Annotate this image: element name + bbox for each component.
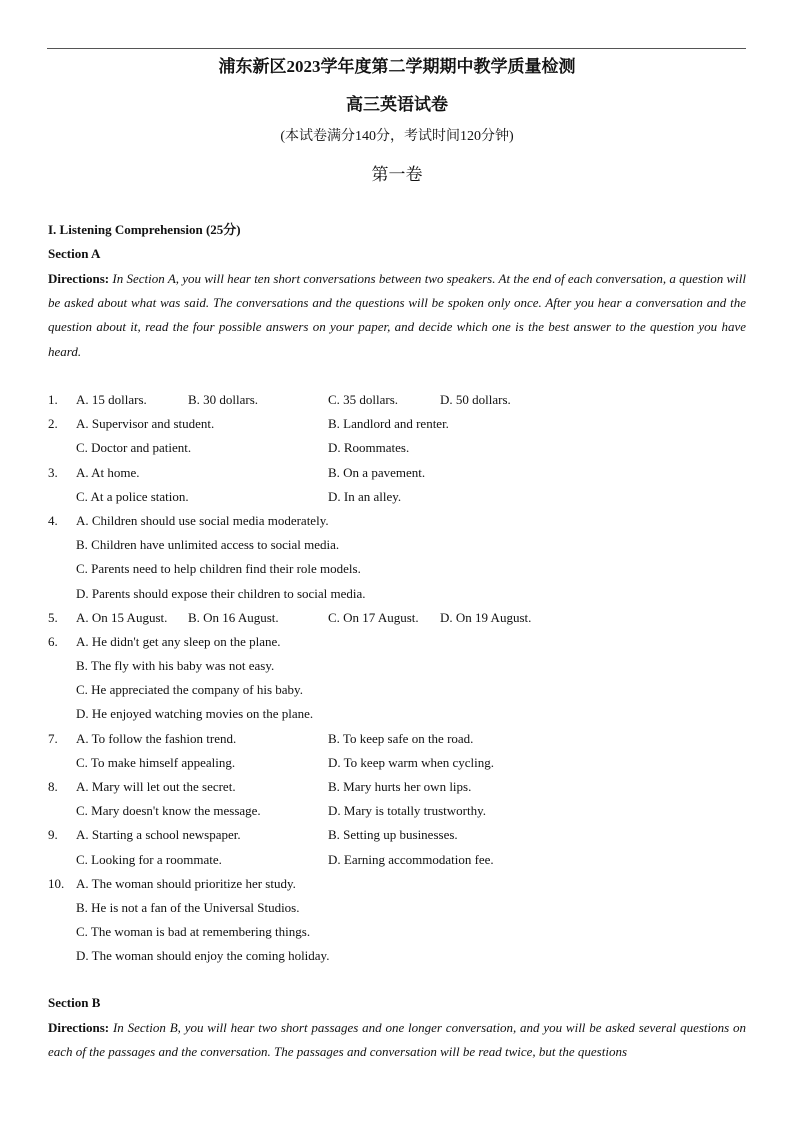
question-6-row4 (48, 702, 748, 726)
directions-text: In Section A, you will hear ten short conversations between two speakers. At the end of each conversation, a question will be asked about what was said. The conversations and the questions will be spoken only once. After you hear a conversation and the question about it, read the four possible answers on your paper, and decide which one is the best answer to the question you have heard. (48, 271, 746, 359)
question-6 (48, 630, 748, 654)
question-2 (48, 412, 748, 436)
option-c: C. To make himself appealing. (76, 754, 236, 770)
exam-title: 浦东新区2023学年度第二学期期中教学质量检测 (218, 57, 576, 76)
option-d: D. Mary is totally trustworthy. (328, 803, 487, 819)
question-8-row2 (48, 799, 748, 823)
option-a: A. He didn't get any sleep on the plane. (76, 633, 281, 649)
question-list (48, 388, 748, 969)
option-a: A. 15 dollars. (76, 392, 147, 407)
question-8 (48, 775, 748, 799)
option-a: A. Supervisor and student. (76, 416, 215, 432)
question-number: 8. (48, 779, 58, 794)
question-number: 5. (48, 609, 58, 625)
option-b: B. On a pavement. (328, 464, 426, 480)
question-4-row2 (48, 533, 748, 557)
question-number: 4. (48, 512, 58, 528)
question-10 (48, 872, 748, 896)
question-number: 10. (48, 875, 65, 891)
option-b: B. Landlord and renter. (328, 416, 449, 432)
directions-label: Directions: (48, 1020, 110, 1035)
exam-subtitle: 高三英语试卷 (346, 95, 448, 114)
option-b: B. The fly with his baby was not easy. (76, 658, 275, 674)
question-2-row2 (48, 436, 748, 460)
option-a: A. At home. (76, 464, 140, 480)
header-rule (47, 48, 746, 49)
question-number: 2. (48, 416, 58, 432)
question-number: 1. (48, 392, 58, 407)
option-a: A. Children should use social media moderately. (76, 512, 329, 528)
question-3 (48, 461, 748, 485)
section-b-directions (48, 1016, 746, 1064)
option-d: D. Earning accommodation fee. (328, 851, 494, 867)
question-10-row4 (48, 944, 748, 968)
option-a: A. To follow the fashion trend. (76, 730, 237, 746)
option-c: C. Mary doesn't know the message. (76, 803, 261, 819)
question-3-row2 (48, 485, 748, 509)
option-b: B. Setting up businesses. (328, 827, 458, 843)
option-c: C. The woman is bad at remembering things. (76, 924, 311, 940)
option-b: B. 30 dollars. (188, 392, 259, 407)
option-c: C. Looking for a roommate. (76, 851, 222, 867)
option-a: A. Mary will let out the secret. (76, 779, 236, 794)
question-number: 9. (48, 827, 58, 843)
option-c: C. He appreciated the company of his baby. (76, 682, 303, 698)
option-b: B. Children have unlimited access to social media. (76, 537, 340, 553)
option-d: D. In an alley. (328, 488, 402, 504)
question-10-row3 (48, 920, 748, 944)
option-b: B. Mary hurts her own lips. (328, 779, 472, 794)
option-d: D. He enjoyed watching movies on the plane. (76, 706, 314, 722)
question-7 (48, 727, 748, 751)
question-1 (48, 388, 748, 412)
option-b: B. To keep safe on the road. (328, 730, 474, 746)
question-5 (48, 606, 748, 630)
option-c: C. On 17 August. (328, 609, 419, 625)
option-d: D. Parents should expose their children to social media. (76, 585, 366, 601)
option-c: C. Doctor and patient. (76, 440, 192, 456)
option-b: B. On 16 August. (188, 609, 279, 625)
question-number: 3. (48, 464, 58, 480)
option-c: C. Parents need to help children find their role models. (76, 561, 361, 577)
directions-text: In Section B, you will hear two short passages and one longer conversation, and you will be asked several questions on each of the passages and the conversation. The passages and conversation will be read twice, but the questions (48, 1020, 746, 1060)
option-d: D. Roommates. (328, 440, 410, 456)
question-4-row4 (48, 582, 748, 606)
question-4-row3 (48, 557, 748, 581)
question-10-row2 (48, 896, 748, 920)
option-d: D. 50 dollars. (440, 392, 511, 407)
option-a: A. The woman should prioritize her study. (76, 875, 296, 891)
section-a-label: Section A (48, 246, 101, 261)
section-a-directions (48, 267, 746, 364)
question-number: 6. (48, 633, 58, 649)
directions-label: Directions: (48, 271, 110, 286)
question-6-row3 (48, 678, 748, 702)
question-6-row2 (48, 654, 748, 678)
exam-note: (本试卷满分140分，考试时间120分钟) (280, 129, 514, 144)
option-d: D. To keep warm when cycling. (328, 754, 494, 770)
option-a: A. On 15 August. (76, 609, 168, 625)
option-b: B. He is not a fan of the Universal Studios. (76, 899, 300, 915)
option-c: C. At a police station. (76, 488, 189, 504)
question-9 (48, 823, 748, 847)
option-a: A. Starting a school newspaper. (76, 827, 241, 843)
section-b-label: Section B (48, 995, 101, 1010)
option-c: C. 35 dollars. (328, 392, 399, 407)
question-9-row2 (48, 848, 748, 872)
question-7-row2 (48, 751, 748, 775)
option-d: D. The woman should enjoy the coming holiday. (76, 948, 330, 964)
volume-label: 第一卷 (371, 165, 423, 184)
question-4 (48, 509, 748, 533)
part-heading: I. Listening Comprehension (25分) (48, 222, 241, 237)
option-d: D. On 19 August. (440, 609, 532, 625)
question-number: 7. (48, 730, 58, 746)
